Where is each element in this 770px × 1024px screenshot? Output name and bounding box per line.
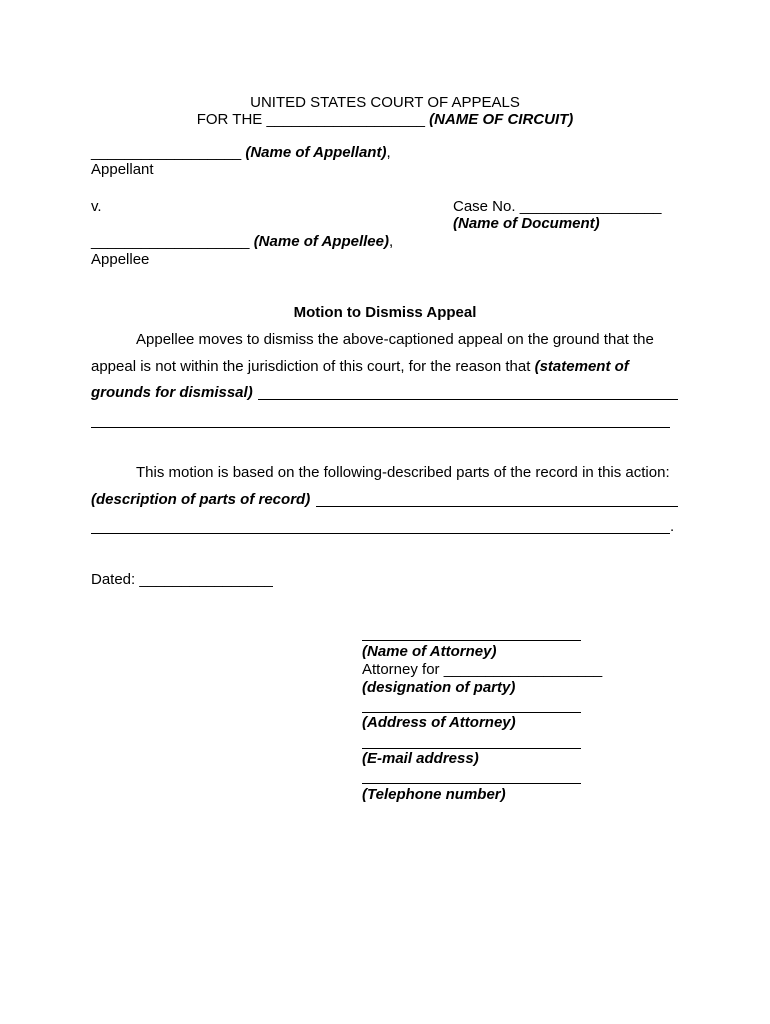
circuit-line: [0, 111, 770, 128]
address-line: [362, 712, 581, 713]
versus: v.: [91, 198, 102, 215]
attorney-address: (Address of Attorney): [362, 714, 516, 731]
appellant-name: (Name of Appellant): [245, 144, 387, 161]
court-title: UNITED STATES COURT OF APPEALS: [250, 94, 520, 111]
appellant-label: Appellant: [91, 161, 154, 178]
p1-line2-text: appeal is not within the jurisdiction of this court, for the reason that: [91, 358, 531, 375]
p2-line1: This motion is based on the following-described parts of the record in this action:: [136, 464, 670, 481]
appellant-comma: ,: [386, 144, 391, 161]
statement-placeholder: (statement of: [534, 358, 629, 375]
record-continuation-line: [91, 533, 670, 534]
appellant-blank: __________________: [91, 144, 242, 161]
document-name: (Name of Document): [453, 215, 600, 232]
email-address: (E-mail address): [362, 750, 479, 767]
telephone-line: [362, 783, 581, 784]
appellant-line: [91, 144, 391, 161]
party-designation: (designation of party): [362, 679, 516, 696]
for-the-text: FOR THE ___________________: [196, 111, 425, 128]
telephone-number: (Telephone number): [362, 786, 506, 803]
signature-line: [362, 640, 581, 641]
case-number: Case No. _________________: [453, 198, 662, 215]
circuit-name: (NAME OF CIRCUIT): [429, 111, 574, 128]
attorney-for: Attorney for ___________________: [362, 661, 603, 678]
appellee-label: Appellee: [91, 251, 150, 268]
appellee-comma: ,: [389, 233, 394, 250]
grounds-continuation-line: [91, 427, 670, 428]
record-placeholder: (description of parts of record): [91, 491, 311, 508]
grounds-blank-line: [258, 399, 678, 400]
p1-line2: [91, 358, 629, 375]
attorney-name: (Name of Attorney): [362, 643, 497, 660]
appellee-name: (Name of Appellee): [253, 233, 389, 250]
record-period: .: [670, 518, 675, 535]
record-blank-line: [316, 506, 678, 507]
email-line: [362, 748, 581, 749]
dated-line: Dated: ________________: [91, 571, 273, 588]
p1-line1: Appellee moves to dismiss the above-captioned appeal on the ground that the: [136, 331, 654, 348]
grounds-placeholder: grounds for dismissal): [91, 384, 253, 401]
appellee-blank: ___________________: [91, 233, 250, 250]
appellee-line: [91, 233, 393, 250]
motion-title: Motion to Dismiss Appeal: [293, 304, 477, 321]
